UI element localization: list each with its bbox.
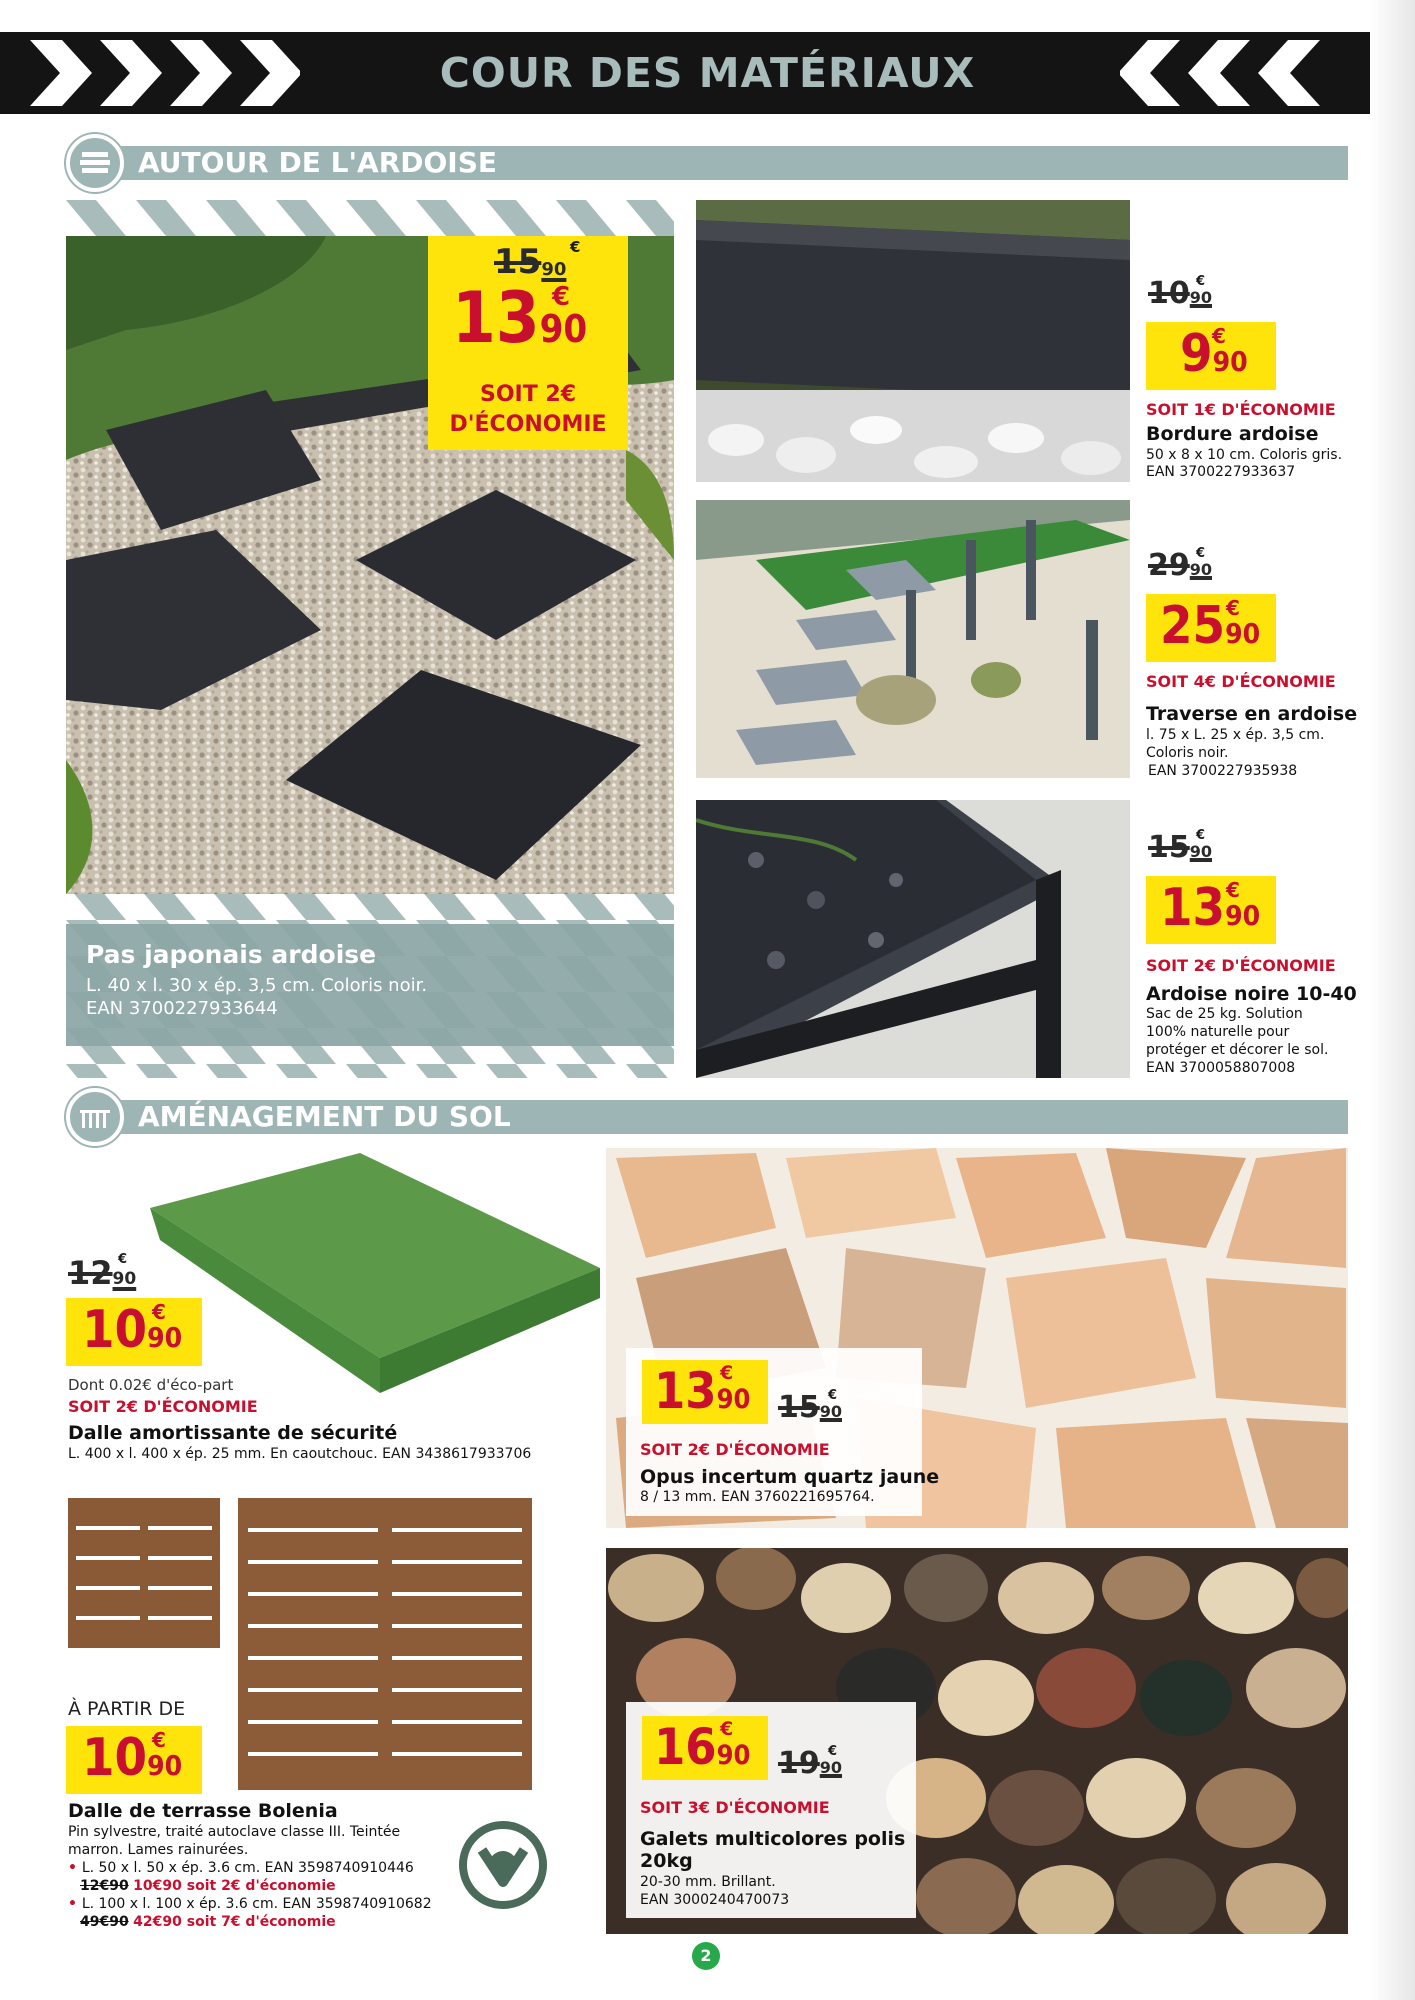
currency-symbol: € xyxy=(720,1362,734,1384)
old-price: 1590 xyxy=(494,242,567,282)
currency-symbol: € xyxy=(1196,274,1206,289)
new-price: 1390 xyxy=(654,1362,751,1420)
currency-symbol: € xyxy=(720,1718,734,1740)
product-desc: 20-30 mm. Brillant. xyxy=(640,1874,776,1890)
product-ean: EAN 3700058807008 xyxy=(1146,1060,1296,1076)
product-desc: l. 75 x L. 25 x ép. 3,5 cm. xyxy=(1146,727,1325,743)
product-name: Dalle amortissante de sécurité xyxy=(68,1422,398,1444)
product-ean: EAN 3000240470073 xyxy=(640,1892,790,1908)
bordure-photo xyxy=(696,200,1130,482)
product-name: Bordure ardoise xyxy=(1146,423,1319,445)
slate-stack-icon xyxy=(66,134,124,192)
page-edge-shadow xyxy=(1370,0,1415,2000)
saving-text: SOIT 1€ D'ÉCONOMIE xyxy=(1146,400,1336,419)
saving-line: D'ÉCONOMIE xyxy=(449,412,607,437)
product-name: Opus incertum quartz jaune xyxy=(640,1466,940,1488)
new-price: 1390 xyxy=(452,277,588,359)
product-desc: Coloris noir. xyxy=(1146,745,1229,761)
page-title: COUR DES MATÉRIAUX xyxy=(439,49,976,97)
product-ean: EAN 3700227935938 xyxy=(1148,763,1298,779)
variant-price: 49€90 42€90 soit 7€ d'économie xyxy=(80,1914,336,1930)
page-number: 2 xyxy=(692,1942,720,1970)
product-name: Dalle de terrasse Bolenia xyxy=(68,1800,338,1822)
ardoise-noire-photo xyxy=(696,800,1130,1078)
product-name: Galets multicolores polis xyxy=(640,1828,906,1850)
product-name: Traverse en ardoise xyxy=(1146,703,1358,725)
new-price: 990 xyxy=(1180,324,1248,384)
eco-part-text: Dont 0.02€ d'éco-part xyxy=(68,1376,234,1394)
variant-line: • L. 50 x l. 50 x ép. 3.6 cm. EAN 3598740910446 xyxy=(68,1860,414,1876)
product-name: Pas japonais ardoise xyxy=(86,940,377,969)
currency-symbol: € xyxy=(828,1388,838,1403)
currency-symbol: € xyxy=(152,1728,166,1752)
currency-symbol: € xyxy=(1226,596,1240,620)
bolenia-large-photo xyxy=(238,1498,532,1790)
saving-text: SOIT 2€ D'ÉCONOMIE xyxy=(1146,956,1336,975)
saving-text: SOIT 3€ D'ÉCONOMIE xyxy=(640,1798,830,1817)
product-desc: Pin sylvestre, traité autoclave classe III. Teintée xyxy=(68,1824,401,1840)
product-name: 20kg xyxy=(640,1850,693,1872)
product-desc: 50 x 8 x 10 cm. Coloris gris. xyxy=(1146,447,1343,463)
variant-line: • L. 100 x l. 100 x ép. 3.6 cm. EAN 3598740910682 xyxy=(68,1896,432,1912)
saving-line: SOIT 2€ xyxy=(479,382,576,407)
product-desc: 8 / 13 mm. EAN 3760221695764. xyxy=(640,1489,875,1505)
old-price: 1590 xyxy=(1148,830,1213,865)
old-price: 1590 xyxy=(778,1390,843,1425)
currency-symbol: € xyxy=(828,1744,838,1759)
currency-symbol: € xyxy=(1196,546,1206,561)
product-desc: 100% naturelle pour xyxy=(1146,1024,1290,1040)
right-chevrons-icon xyxy=(1120,32,1380,114)
product-desc: L. 40 x l. 30 x ép. 3,5 cm. Coloris noir. xyxy=(86,975,428,996)
section-title-sol: AMÉNAGEMENT DU SOL xyxy=(138,1100,511,1133)
fence-icon xyxy=(66,1088,124,1146)
new-price: 2590 xyxy=(1160,596,1261,656)
traverse-photo xyxy=(696,500,1130,778)
product-desc: L. 400 x l. 400 x ép. 25 mm. En caoutchouc. EAN 3438617933706 xyxy=(68,1446,532,1462)
old-price: 1290 xyxy=(68,1254,137,1292)
currency-symbol: € xyxy=(118,1252,128,1267)
currency-symbol: € xyxy=(1212,324,1226,348)
saving-text: SOIT 2€ D'ÉCONOMIE xyxy=(68,1397,258,1416)
currency-symbol: € xyxy=(1196,828,1206,843)
dalle-amortissante-photo xyxy=(130,1148,610,1398)
new-price: 1090 xyxy=(82,1300,183,1360)
section-title-ardoise: AUTOUR DE L'ARDOISE xyxy=(138,146,498,179)
currency-symbol: € xyxy=(552,282,571,312)
currency-symbol: € xyxy=(152,1300,166,1324)
product-desc: Sac de 25 kg. Solution xyxy=(1146,1006,1303,1022)
saving-text: SOIT 2€ D'ÉCONOMIE xyxy=(640,1440,830,1459)
variant-price: 12€90 10€90 soit 2€ d'économie xyxy=(80,1878,336,1894)
product-ean: EAN 3700227933644 xyxy=(86,998,278,1019)
certification-logo-icon xyxy=(458,1820,548,1910)
old-price: 1990 xyxy=(778,1746,843,1781)
product-name: Ardoise noire 10-40 xyxy=(1146,983,1357,1005)
new-price: 1090 xyxy=(82,1728,183,1788)
new-price: 1690 xyxy=(654,1718,751,1776)
new-price: 1390 xyxy=(1160,878,1261,938)
old-price: 2990 xyxy=(1148,548,1213,583)
currency-symbol: € xyxy=(1226,878,1240,902)
product-desc: marron. Lames rainurées. xyxy=(68,1842,249,1858)
old-price: 1090 xyxy=(1148,276,1213,311)
product-ean: EAN 3700227933637 xyxy=(1146,464,1296,480)
saving-text: SOIT 4€ D'ÉCONOMIE xyxy=(1146,672,1336,691)
bolenia-small-photo xyxy=(68,1498,220,1648)
from-label: À PARTIR DE xyxy=(68,1698,186,1720)
currency-symbol: € xyxy=(570,238,581,256)
product-desc: protéger et décorer le sol. xyxy=(1146,1042,1329,1058)
